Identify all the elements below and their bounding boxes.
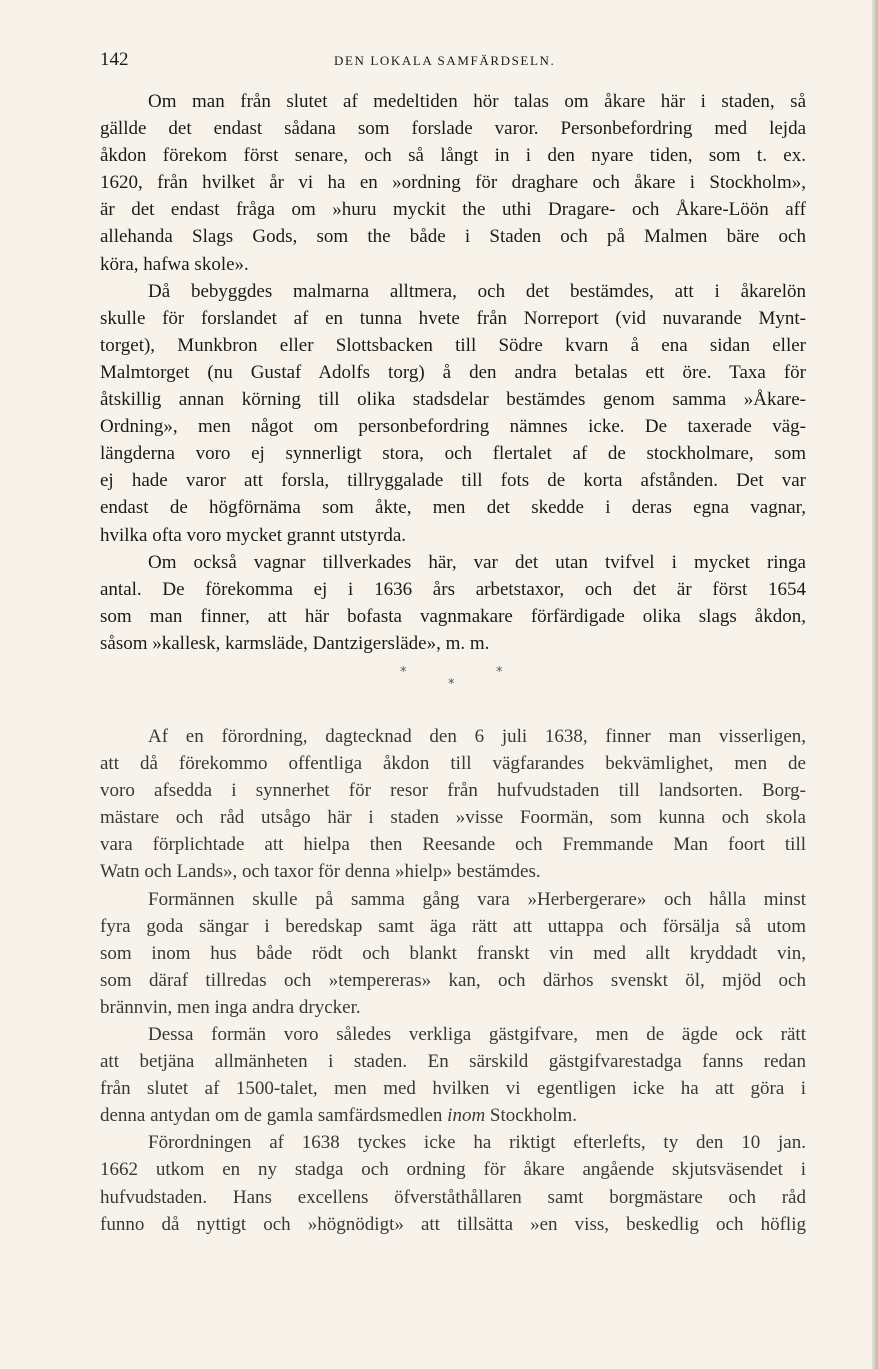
- text-line: torget), Munkbron eller Slottsbacken till Södre kvarn å ena sidan eller: [100, 334, 806, 356]
- text-line: är det endast fråga om »huru myckit the uthi Dragare- och Åkare-Löön aff: [100, 199, 806, 221]
- text-line: ej hade varor att forsla, tillryggalade till fots de korta afstånden. Det var: [100, 470, 806, 492]
- text-line: från slutet af 1500-talet, men med hvilken vi egentligen icke ha att göra i: [100, 1078, 806, 1100]
- text-line: Dessa formän voro således verkliga gästgifvare, men de ägde ock rätt: [148, 1024, 806, 1045]
- text-line: längderna voro ej synnerligt stora, och flertalet af de stockholmare, som: [100, 443, 806, 465]
- text-line: skulle för forslandet af en tunna hvete från Norreport (vid nuvarande Mynt-: [100, 307, 806, 329]
- text-line: Om man från slutet af medeltiden hör talas om åkare här i staden, så: [148, 91, 806, 112]
- section-one: [100, 88, 806, 657]
- text-line: åkdon förekom först senare, och så långt in i den nyare tiden, som t. ex.: [100, 145, 806, 167]
- text-line: funno då nyttigt och »högnödigt» att tillsätta »en viss, beskedlig och höflig: [100, 1213, 806, 1235]
- asterism-star: *: [496, 664, 503, 680]
- asterism-star: *: [448, 676, 455, 692]
- asterism-star: *: [400, 664, 407, 680]
- text-line: såsom »kallesk, karmsläde, Dantzigersläde», m. m.: [100, 632, 490, 654]
- page-number: 142: [100, 49, 129, 70]
- text-line: mästare och råd utsågo här i staden »visse Foormän, som kunna och skola: [100, 807, 806, 829]
- text-line: gällde det endast sådana som forslade varor. Personbefordring med lejda: [100, 118, 806, 140]
- text-line: voro afsedda i synnerhet för resor från hufvudstaden till landsorten. Borg-: [100, 780, 806, 802]
- asterism-divider: [100, 657, 806, 717]
- text-line: vara förplichtade att hielpa then Reesande och Fremmande Man foort till: [100, 834, 806, 856]
- body-text: [100, 88, 806, 1238]
- text-line: 1620, från hvilket år vi ha en »ordning för draghare och åkare i Stockholm»,: [100, 172, 806, 194]
- text-line: Af en förordning, dagtecknad den 6 juli 1638, finner man visserligen,: [148, 725, 806, 747]
- text-line: köra, hafwa skole».: [100, 253, 249, 275]
- running-title: DEN LOKALA SAMFÄRDSELN.: [334, 53, 556, 68]
- text-line: Ordning», men något om personbefordring nämnes icke. De taxerade väg-: [100, 416, 806, 438]
- text-line: åtskillig annan körning till olika stadsdelar bestämdes genom samma »Åkare-: [100, 389, 806, 411]
- text-line: Om också vagnar tillverkades här, var det utan tvifvel i mycket ringa: [148, 551, 806, 573]
- page-edge-shadow: [872, 0, 878, 1369]
- text-line: antal. De förekomma ej i 1636 års arbetstaxor, och det är först 1654: [100, 578, 806, 600]
- page-header: [100, 49, 806, 73]
- text-line: som inom hus både rödt och blankt franskt vin med allt kryddadt vin,: [100, 942, 806, 964]
- text-line: Då bebyggdes malmarna alltmera, och det bestämdes, att i åkarelön: [148, 280, 806, 302]
- text-line: Malmtorget (nu Gustaf Adolfs torg) å den andra betalas ett öre. Taxa för: [100, 361, 806, 383]
- text-line: endast de högförnäma som åkte, men det skedde i deras egna vagnar,: [100, 497, 806, 519]
- text-line: allehanda Slags Gods, som the både i Staden och på Malmen bäre och: [100, 226, 806, 248]
- text-line: Formännen skulle på samma gång vara »Herbergerare» och hålla minst: [148, 888, 806, 910]
- text-line: brännvin, men inga andra drycker.: [100, 996, 361, 1018]
- text-line: 1662 utkom en ny stadga och ordning för åkare angående skjutsväsendet i: [100, 1159, 806, 1181]
- text-line: att då förekommo offentliga åkdon till vägfarandes bekvämlighet, men de: [100, 753, 806, 775]
- text-line: att betjäna allmänheten i staden. En särskild gästgifvarestadga fanns redan: [100, 1051, 806, 1073]
- text-line: denna antydan om de gamla samfärdsmedlen inom Stockholm.: [100, 1105, 578, 1127]
- text-line: hvilka ofta voro mycket grannt utstyrda.: [100, 524, 407, 546]
- section-two: [100, 723, 806, 1238]
- text-line: som man finner, att här bofasta vagnmakare förfärdigade olika slags åkdon,: [100, 605, 806, 627]
- text-line: hufvudstaden. Hans excellens öfverståthållaren samt borgmästare och råd: [100, 1186, 806, 1208]
- text-line: Förordningen af 1638 tyckes icke ha riktigt efterlefts, ty den 10 jan.: [148, 1132, 806, 1154]
- text-line: Watn och Lands», och taxor för denna »hielp» bestämdes.: [100, 861, 541, 883]
- text-line: som däraf tillredas och »tempereras» kan, och därhos svenskt öl, mjöd och: [100, 969, 806, 991]
- text-line: fyra goda sängar i beredskap samt äga rätt att uttappa och försälja så utom: [100, 915, 806, 937]
